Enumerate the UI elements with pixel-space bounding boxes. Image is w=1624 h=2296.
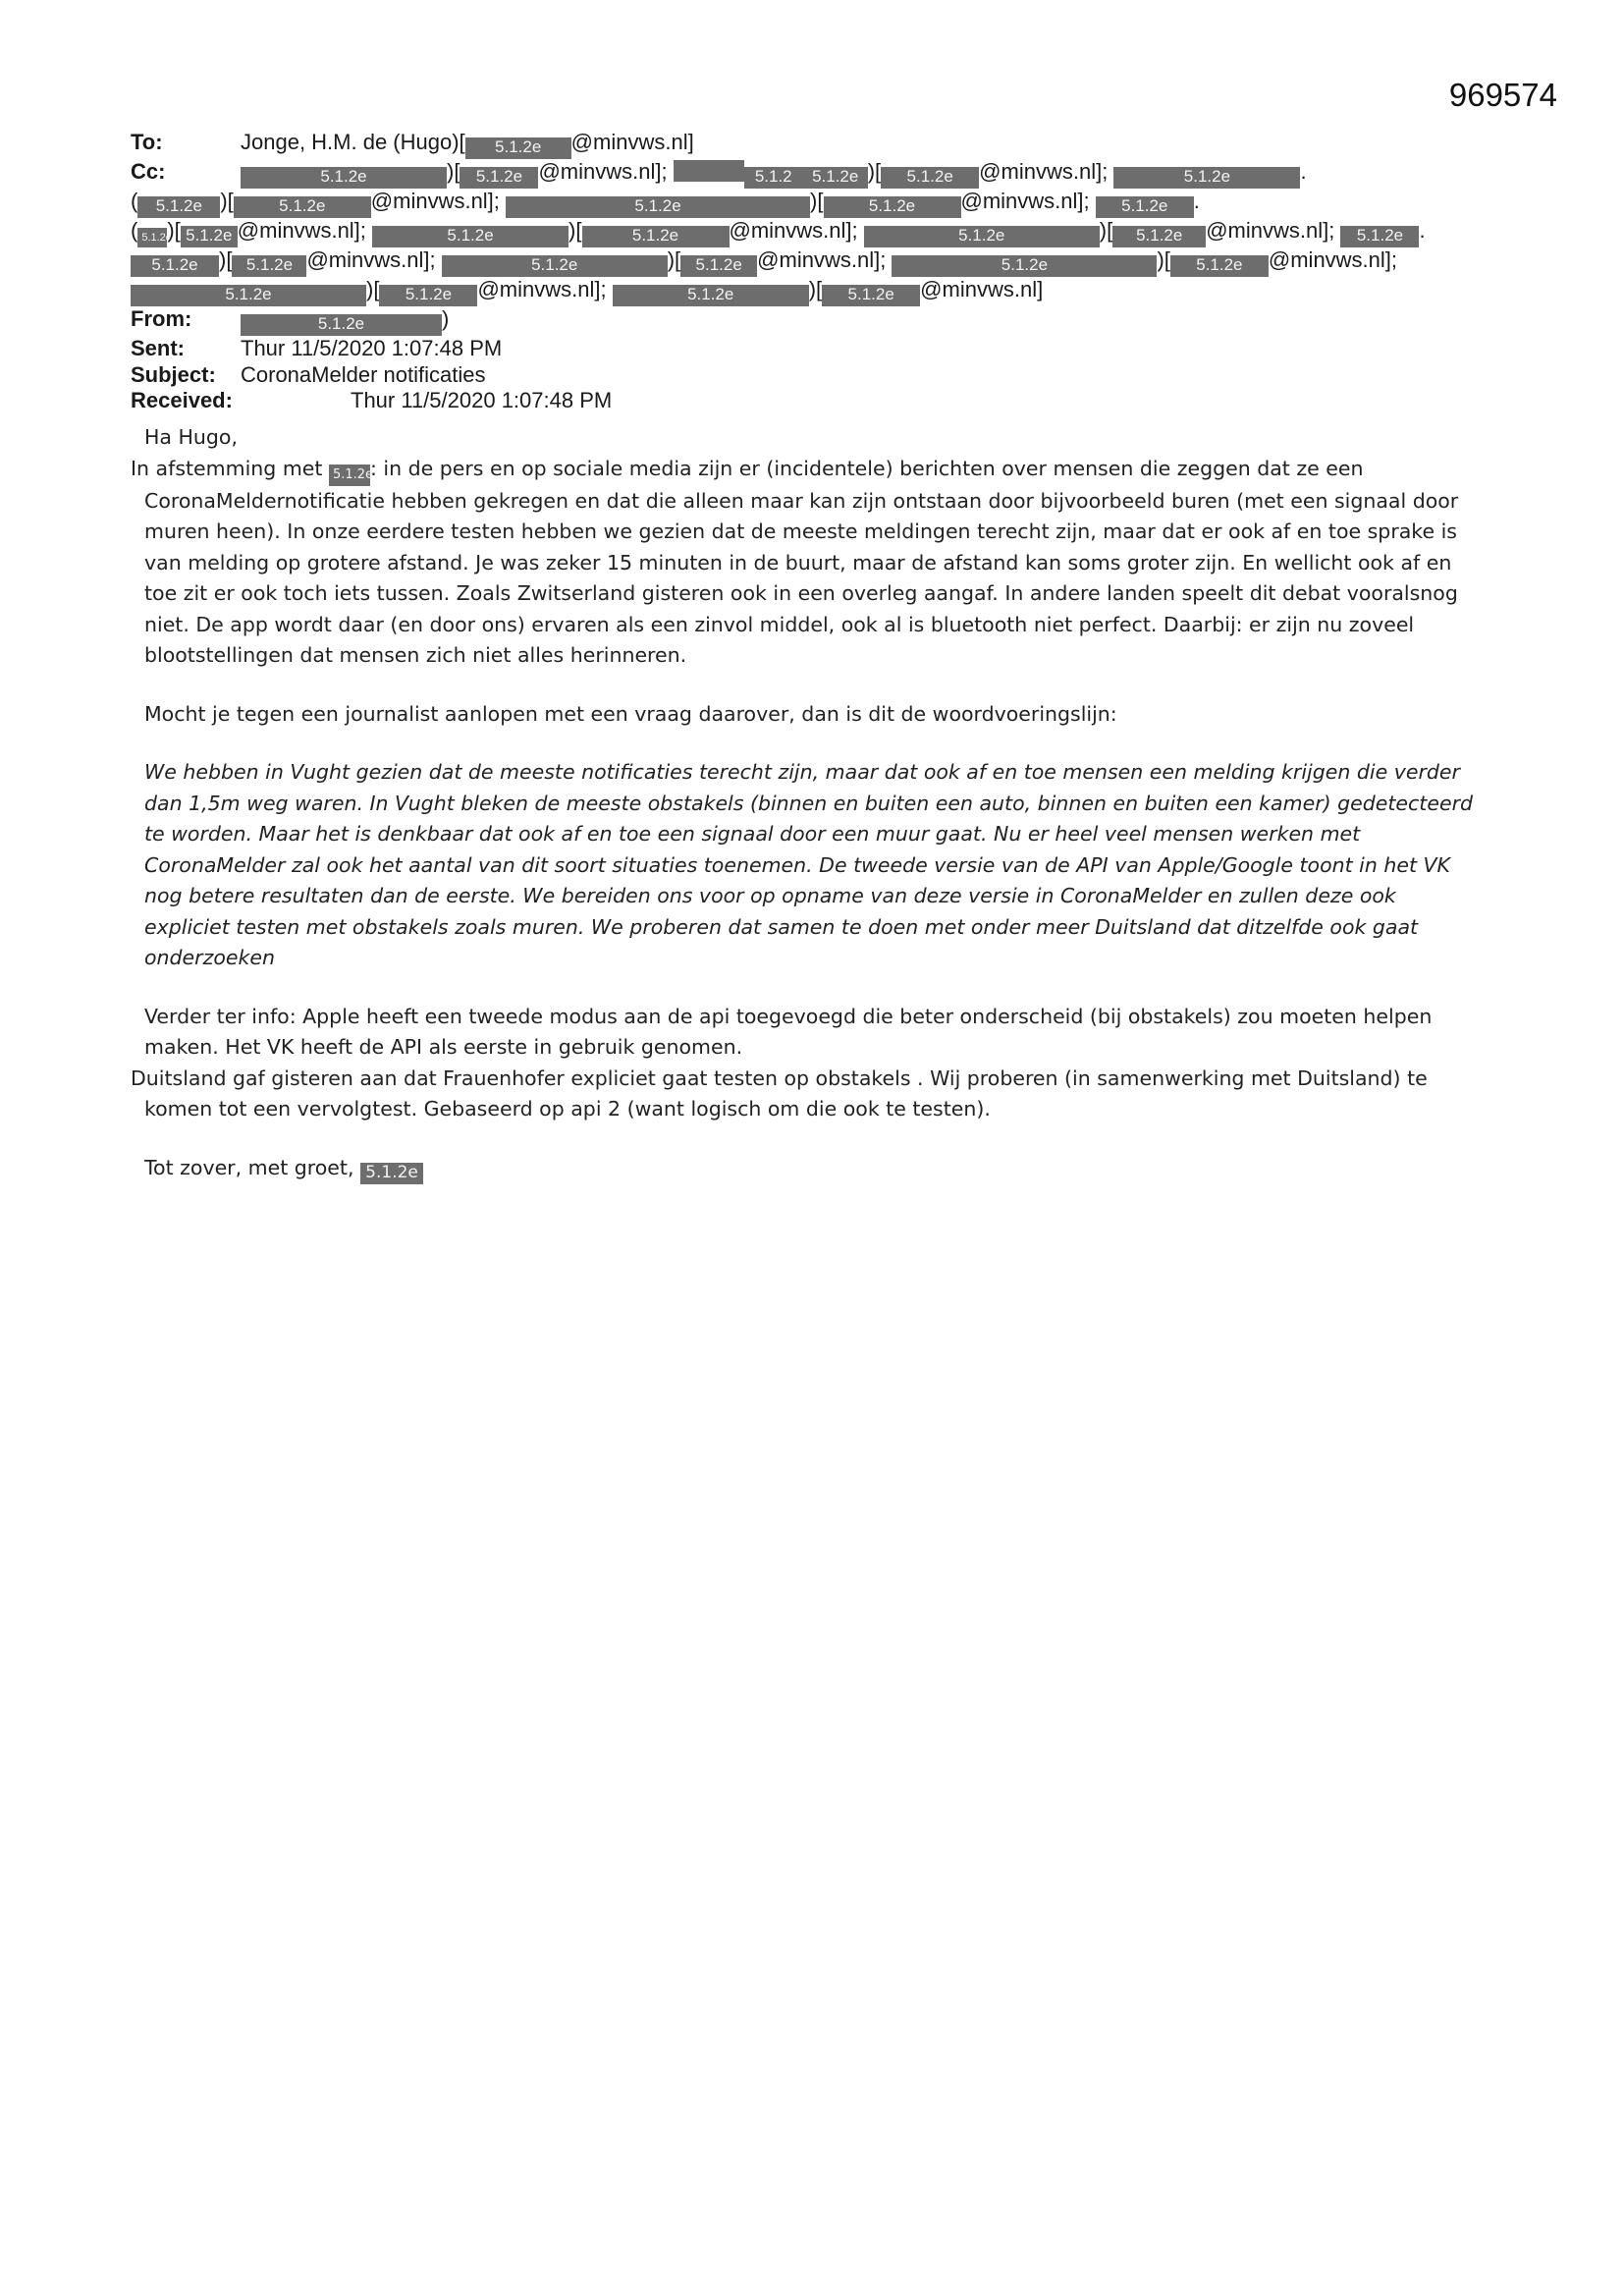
cc-row-5: 5.1.2e )[ 5.1.2e @minvws.nl]; 5.1.2e )[ 5.1.2e @minvws.nl] [131,277,1505,306]
greeting: Ha Hugo, [144,425,238,449]
cc-label: Cc: [131,159,166,184]
redaction-box: 5.1.2e [372,226,568,247]
redaction-box: 5.1.2e [137,228,167,247]
redaction-box: 5.1.2e [864,226,1100,247]
redaction-box: 5.1.2e [881,167,979,189]
redaction-box: 5.1.2e [1113,167,1300,189]
redaction-box: 5.1.2e [824,196,961,218]
redaction-box: 5.1.2e [1112,226,1206,247]
redaction-box: 5.1.2e [1340,226,1419,247]
redaction-box: 5.1.2e [131,285,366,306]
received-row [131,388,1505,414]
redaction-box: 5.1.2e [241,167,447,189]
redaction-box: 5.1.2e [1170,255,1269,277]
redaction-box: 5.1.2e [822,285,920,306]
redaction-box: 5.1.2e [803,167,868,189]
redaction-box: 5.1.2e [442,255,668,277]
subject-value: CoronaMelder notificaties [241,361,486,387]
cc-row-2: ( 5.1.2e )[ 5.1.2e @minvws.nl]; 5.1.2e )[ 5.1.2e @minvws.nl]; 5.1.2e . [131,189,1505,218]
paragraph-2: Mocht je tegen een journalist aanlopen met een vraag daarover, dan is dit de woordvoeringslijn: [144,701,1117,726]
cc-row: Cc: 5.1.2e )[ 5.1.2e @minvws.nl]; 5.1.2 5.1.2e )[ 5.1.2e @minvws.nl]; 5.1.2e . [131,159,1505,189]
redaction-box: 5.1.2e [241,314,442,336]
redaction-box: 5.1.2 [744,167,803,189]
from-label: From: [131,306,192,331]
redaction-box: 5.1.2e [892,255,1157,277]
subject-row [131,362,1505,389]
from-row: From: 5.1.2e ) [131,306,1505,336]
redaction-box: 5.1.2e [506,196,810,218]
email-body [131,422,1486,1212]
paragraph-5: Duitsland gaf gisteren aan dat Frauenhofer expliciet gaat testen op obstakels . Wij proberen (in samenwerking met Duitsland) te komen tot een vervolgtest. Gebaseerd op api 2 (want logisch om die ook te testen). [131,1066,1428,1121]
sent-value: Thur 11/5/2020 1:07:48 PM [241,336,503,360]
email-header [131,130,1505,414]
cc-row-4: 5.1.2e )[ 5.1.2e @minvws.nl]; 5.1.2e )[ 5.1.2e @minvws.nl]; 5.1.2e )[ 5.1.2e @minvws.nl]; [131,247,1505,277]
paragraph-4: Verder ter info: Apple heeft een tweede modus aan de api toegevoegd die beter onderscheid (bij obstakels) zou moeten helpen maken. Het VK heeft de API als eerste in gebruik genomen. [144,1004,1433,1059]
received-value: Thur 11/5/2020 1:07:48 PM [351,388,613,412]
to-label: To: [131,130,163,154]
redaction-box: 5.1.2e [582,226,730,247]
sent-row [131,336,1505,362]
document-number: 969574 [1448,77,1557,113]
redaction-box: 5.1.2e [680,255,757,277]
paragraph-1: In afstemming met 5.1.2e: in de pers en op sociale media zijn er (incidentele) berichten over mensen die zeggen dat ze een CoronaMeldernotificatie hebben gekregen en dat die alleen maar kan zijn ontstaan door bijvoorbeeld buren (met een signaal door muren heen). In onze eerdere testen hebben we gezien dat de meeste meldingen terecht zijn, maar dat er ook af en toe sprake is van melding op grotere afstand. Je was zeker 15 minuten in de buurt, maar de afstand kan soms groter zijn. En wellicht ook af en toe zit er ook toch iets tussen. Zoals Zwitserland gisteren ook in een overleg aangaf. In andere landen speelt dit debat vooralsnog niet. De app wordt daar (en door ons) ervaren als een zinvol middel, ook al is bluetooth niet perfect. Daarbij: er zijn nu zoveel blootstellingen dat mensen zich niet alles herinneren. [131,456,1459,667]
redaction-box: 5.1.2e [131,255,219,277]
subject-label: Subject: [131,361,216,387]
redaction-box [674,160,744,182]
redaction-box: 5.1.2e [465,137,571,159]
redaction-box: 5.1.2e [360,1163,423,1184]
redaction-box: 5.1.2e [1096,196,1194,218]
to-recipient: Jonge, H.M. de (Hugo)[ [241,130,465,154]
redaction-box: 5.1.2e [181,226,238,247]
redaction-box: 5.1.2e [329,465,370,486]
to-row [131,130,1505,159]
to-domain: @minvws.nl] [570,130,694,154]
redaction-box: 5.1.2e [232,255,306,277]
received-label: Received: [131,388,233,412]
redaction-box: 5.1.2e [460,167,538,189]
sent-label: Sent: [131,336,185,360]
redaction-box: 5.1.2e [379,285,477,306]
paragraph-3-quote: We hebben in Vught gezien dat de meeste notificaties terecht zijn, maar dat ook af en toe mensen een melding krijgen die verder dan 1,5m weg waren. In Vught bleken de meeste obstakels (binnen en buiten een auto, binnen en buiten een kamer) gedetecteerd te worden. Maar het is denkbaar dat ook af en toe een signaal door een muur gaat. Nu er heel veel mensen werken met CoronaMelder zal ook het aantal van dit soort situaties toenemen. De tweede versie van de API van Apple/Google toont in het VK nog betere resultaten dan de eerste. We bereiden ons voor op opname van deze versie in CoronaMelder en zullen deze ook expliciet testen met obstakels zoals muren. We proberen dat samen te doen met onder meer Duitsland dat ditzelfde ook gaat onderzoeken [144,760,1474,969]
cc-row-3: ( 5.1.2e)[ 5.1.2e @minvws.nl]; 5.1.2e )[ 5.1.2e @minvws.nl]; 5.1.2e )[ 5.1.2e @minvws.nl]; 5.1.2e . [131,218,1505,247]
redaction-box: 5.1.2e [137,196,220,218]
redaction-box: 5.1.2e [613,285,809,306]
closing: Tot zover, met groet, 5.1.2e [131,1153,1486,1184]
redaction-box: 5.1.2e [234,196,371,218]
